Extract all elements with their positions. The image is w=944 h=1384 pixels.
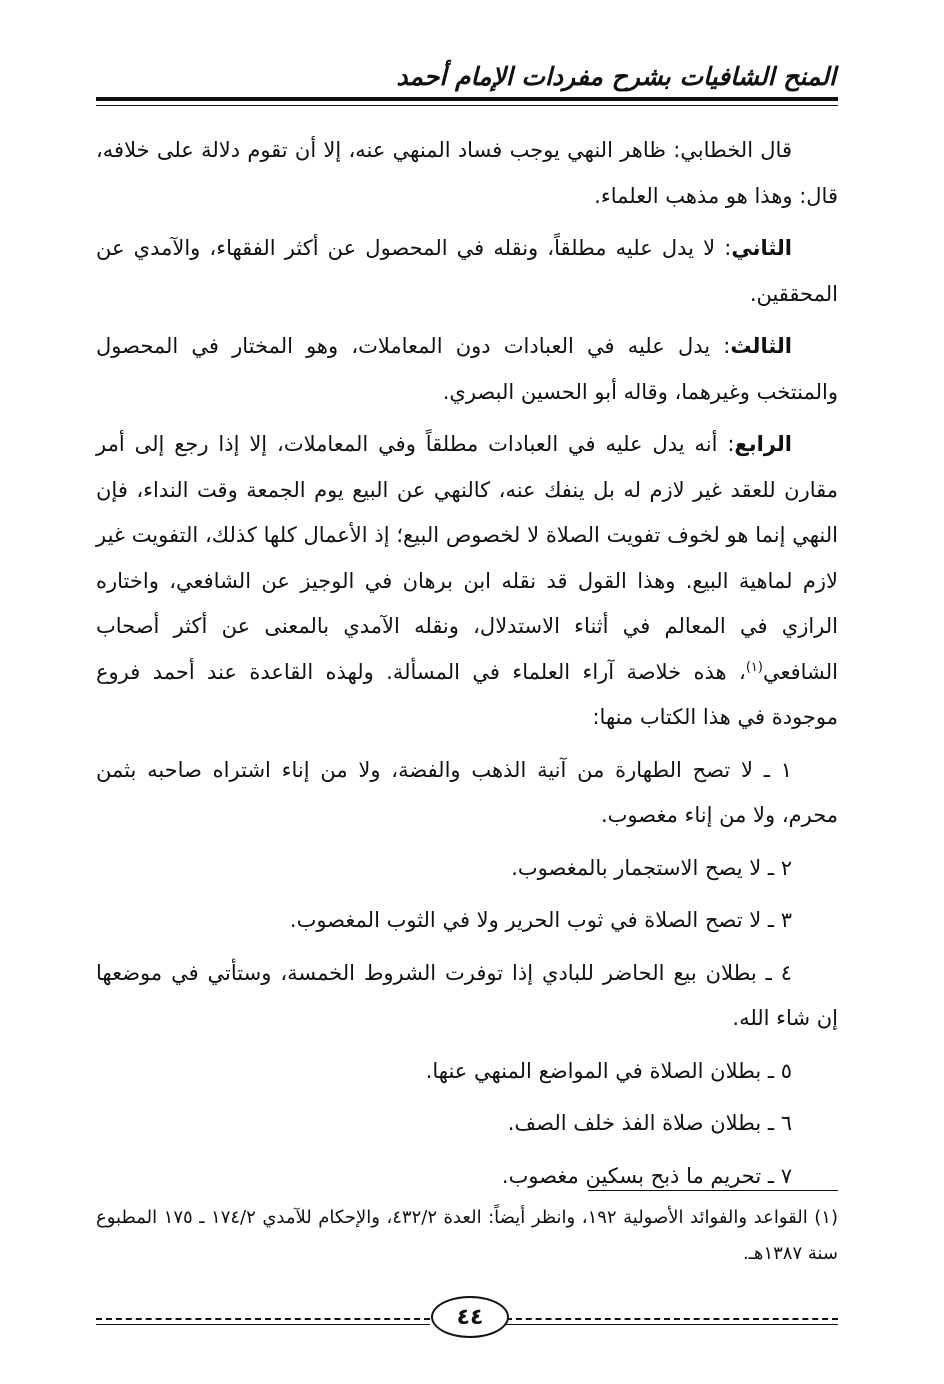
- footnote-text: (١) القواعد والفوائد الأصولية ١٩٢، وانظر أيضاً: العدة ٤٣٢/٢، والإحكام للآمدي ١٧٤/٢ ـ ١٧٥ المطبوع سنة ١٣٨٧هـ.: [96, 1207, 838, 1264]
- footer-solid-rule-left: [96, 1324, 430, 1325]
- list-item: ٣ ـ لا تصح الصلاة في ثوب الحرير ولا في الثوب المغصوب.: [289, 908, 792, 932]
- text-fourth-b: ، هذه خلاصة آراء العلماء في المسألة. ولهذه القاعدة عند أحمد فروع موجودة في هذا الكتاب منها:: [96, 659, 838, 729]
- running-header-title: المنح الشافيات بشرح مفردات الإمام أحمد: [396, 62, 836, 91]
- list-item: ٦ ـ بطلان صلاة الفذ خلف الصف.: [507, 1111, 792, 1135]
- paragraph-third-opinion: [96, 324, 838, 415]
- text-third: : يدل عليه في العبادات دون المعاملات، وهو المختار في المحصول والمنتخب وغيرهما، وقاله أبو الحسين البصري.: [96, 334, 838, 404]
- page-number: [431, 1296, 509, 1338]
- label-third: الثالث: [730, 334, 792, 358]
- paragraph-second-opinion: [96, 226, 838, 317]
- footer-solid-rule-right: [506, 1324, 838, 1325]
- body-text: [96, 128, 838, 1206]
- footnote: [96, 1200, 838, 1272]
- list-item: ١ ـ لا تصح الطهارة من آنية الذهب والفضة، ولا من إناء اشتراه صاحبه بثمن محرم، ولا من إناء مغصوب.: [96, 757, 838, 827]
- header-rule-thick: [96, 97, 838, 101]
- paragraph-fourth-opinion: [96, 422, 838, 741]
- label-fourth: الرابع: [734, 432, 792, 456]
- page-number-text: ٤٤: [456, 1304, 484, 1330]
- header-rule-thin: [96, 105, 838, 106]
- paragraph-khattabi: قال الخطابي: ظاهر النهي يوجب فساد المنهي عنه، إلا أن تقوم دلالة على خلافه، قال: وهذا هو مذهب العلماء.: [96, 138, 838, 208]
- footer-dashed-rule-left: [96, 1318, 430, 1320]
- label-second: الثاني: [731, 236, 792, 260]
- footer-dashed-rule-right: [506, 1318, 838, 1320]
- list-item: ٤ ـ بطلان بيع الحاضر للبادي إذا توفرت الشروط الخمسة، وستأتي في موضعها إن شاء الله.: [96, 960, 838, 1030]
- text-second: : لا يدل عليه مطلقاً، ونقله في المحصول عن أكثر الفقهاء، والآمدي عن المحققين.: [96, 236, 838, 306]
- footnote-reference[interactable]: (١): [745, 659, 763, 675]
- footnote-separator: [588, 1190, 838, 1191]
- list-item: ٧ ـ تحريم ما ذبح بسكين مغصوب.: [501, 1163, 792, 1188]
- text-fourth-a: : أنه يدل عليه في العبادات مطلقاً وفي المعاملات، إلا إذا رجع إلى أمر مقارن للعقد غير لازم له بل ينفك عنه، كالنهي عن البيع يوم الجمعة وقت النداء، فإن النهي إنما هو لخوف تفويت الصلاة لا لخصوص البيع؛ إذ الأعمال كلها كذلك، التفويت غير لازم لماهية البيع. وهذا القول قد نقله ابن برهان في الوجيز عن الشافعي، واختاره الرازي في المعالم في أثناء الاستدلال، ونقله الآمدي بالمعنى عن أكثر أصحاب الشافعي: [96, 432, 838, 684]
- list-item: ٥ ـ بطلان الصلاة في المواضع المنهي عنها.: [425, 1058, 792, 1083]
- list-item: ٢ ـ لا يصح الاستجمار بالمغصوب.: [511, 855, 792, 880]
